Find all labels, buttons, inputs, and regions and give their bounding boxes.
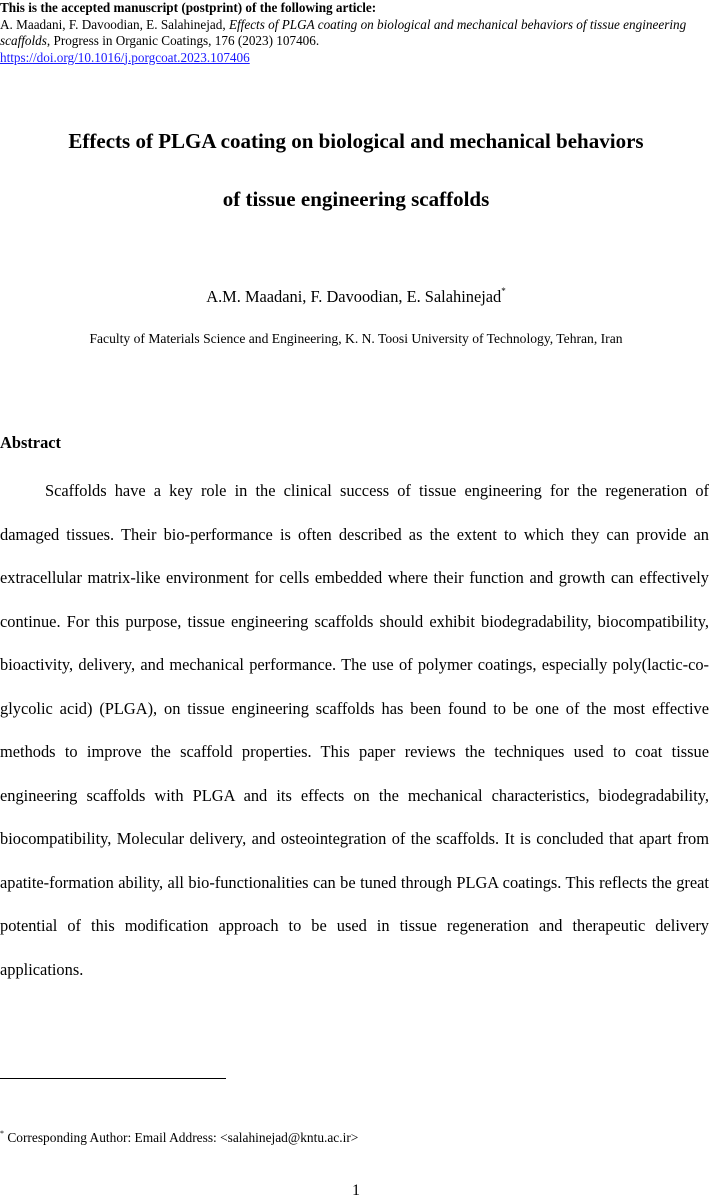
- footnote: [0, 1130, 358, 1146]
- corresponding-mark: *: [501, 286, 506, 296]
- author-list: [0, 287, 712, 307]
- citation-header: [0, 0, 712, 66]
- page-number: 1: [352, 1182, 360, 1199]
- affiliation: Faculty of Materials Science and Engineering, K. N. Toosi University of Technology, Tehran, Iran: [89, 331, 623, 346]
- footnote-mark: *: [0, 1129, 4, 1138]
- corresponding-author-email: Corresponding Author: Email Address: <salahinejad@kntu.ac.ir>: [4, 1130, 359, 1145]
- paper-title-line-1: Effects of PLGA coating on biological and mechanical behaviors: [68, 129, 644, 153]
- doi-link[interactable]: https://doi.org/10.1016/j.porgcoat.2023.107406: [0, 49, 250, 65]
- citation-journal: , Progress in Organic Coatings, 176 (2023) 107406.: [46, 33, 320, 48]
- abstract-heading: Abstract: [0, 433, 61, 452]
- author-names: A.M. Maadani, F. Davoodian, E. Salahinejad: [206, 287, 502, 306]
- paper-title-line-2: of tissue engineering scaffolds: [222, 187, 490, 211]
- footnote-divider: [0, 1078, 226, 1079]
- citation-authors: A. Maadani, F. Davoodian, E. Salahinejad,: [0, 16, 229, 32]
- abstract-text: Scaffolds have a key role in the clinical success of tissue engineering for the regeneration of damaged tissues. Their bio-performance is often described as the extent to which they can provide an extracellular matrix-like environment for cells embedded where their function and growth can effectively continue. For this purpose, tissue engineering scaffolds should exhibit biodegradability, biocompatibility, bioactivity, delivery, and mechanical performance. The use of polymer coatings, especially poly(lactic-co-glycolic acid) (PLGA), on tissue engineering scaffolds has been found to be one of the most effective methods to improve the scaffold properties. This paper reviews the techniques used to coat tissue engineering scaffolds with PLGA and its effects on the mechanical characteristics, biodegradability, biocompatibility, Molecular delivery, and osteointegration of the scaffolds. It is concluded that apart from apatite-formation ability, all bio-functionalities can be tuned through PLGA coatings. This reflects the great potential of this modification approach to be used in tissue regeneration and therapeutic delivery applications.: [0, 481, 709, 979]
- postprint-label: This is the accepted manuscript (postprint) of the following article:: [0, 0, 377, 15]
- citation-title: Effects of PLGA coating on biological and mechanical behaviors of tissue engineering scaffolds: [0, 16, 687, 48]
